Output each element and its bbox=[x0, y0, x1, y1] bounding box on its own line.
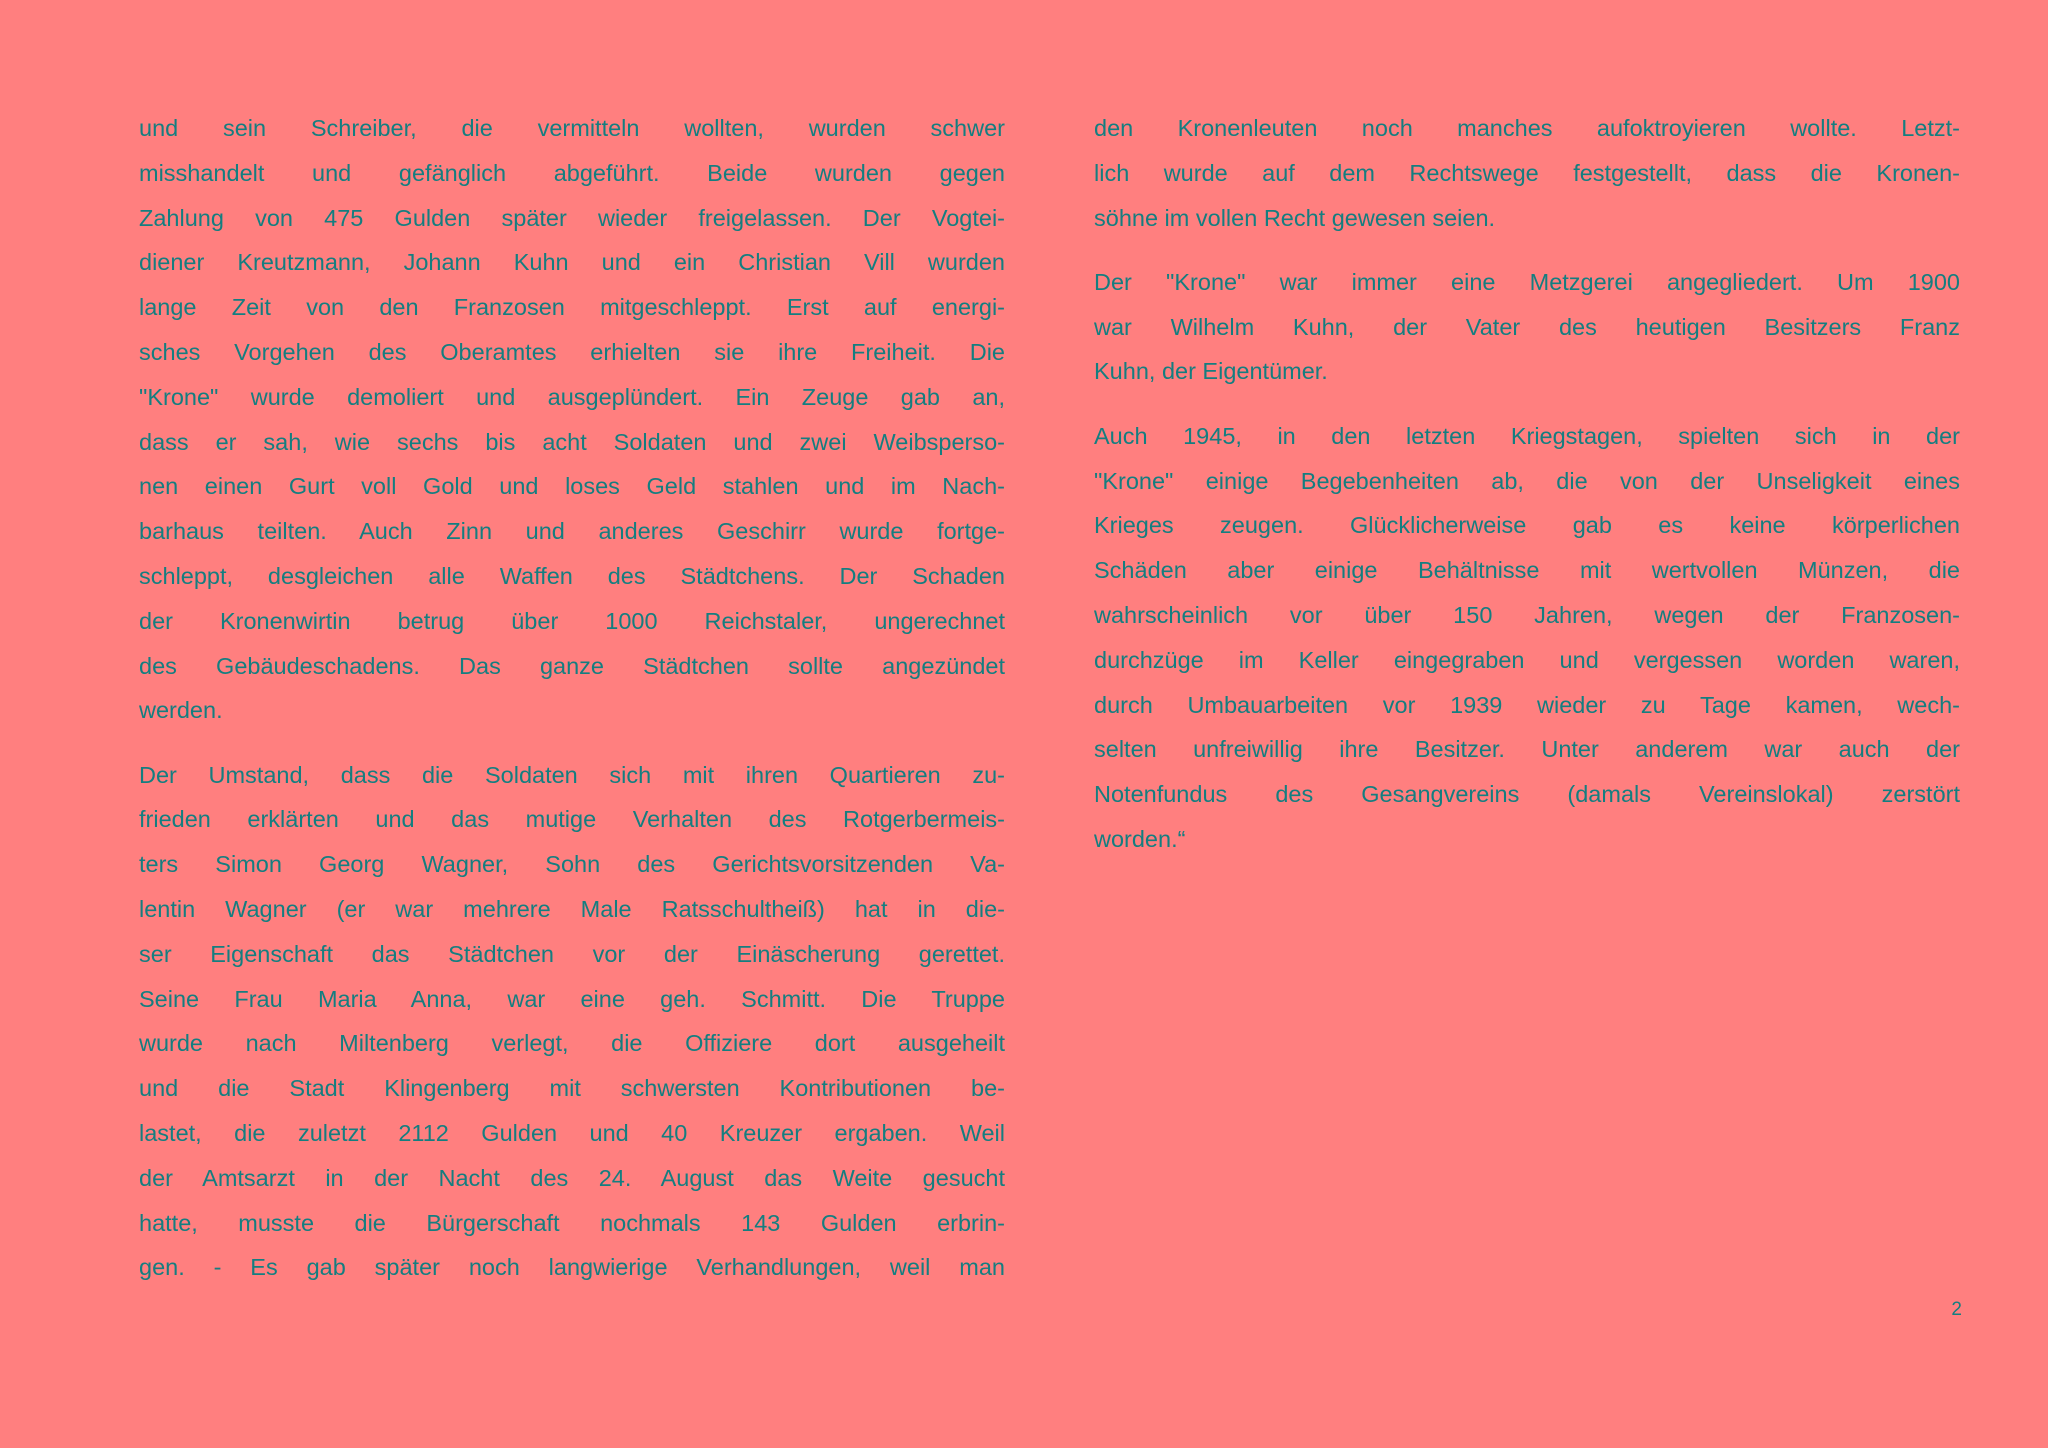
text-line: "Krone" einige Begebenheiten ab, die von der Unseligkeit eines bbox=[1094, 467, 1960, 494]
text-line: Kuhn, der Eigentümer. bbox=[1094, 358, 1328, 385]
text-line: lastet, die zuletzt 2112 Gulden und 40 Kreuzer ergaben. Weil bbox=[139, 1120, 1005, 1147]
left-column bbox=[139, 106, 1005, 1310]
text-line: durch Umbauarbeiten vor 1939 wieder zu Tage kamen, wech- bbox=[1094, 691, 1960, 718]
text-line: lich wurde auf dem Rechtswege festgestellt, dass die Kronen- bbox=[1094, 159, 1960, 186]
text-line: diener Kreutzmann, Johann Kuhn und ein Christian Vill wurden bbox=[139, 249, 1005, 276]
paragraph bbox=[139, 106, 1005, 733]
paragraph bbox=[1094, 260, 1960, 394]
text-line: Seine Frau Maria Anna, war eine geh. Schmitt. Die Truppe bbox=[139, 985, 1005, 1012]
text-line: lange Zeit von den Franzosen mitgeschleppt. Erst auf energi- bbox=[139, 294, 1005, 321]
text-line: hatte, musste die Bürgerschaft nochmals 143 Gulden erbrin- bbox=[139, 1209, 1005, 1236]
text-line: ser Eigenschaft das Städtchen vor der Einäscherung gerettet. bbox=[139, 940, 1005, 967]
text-line: war Wilhelm Kuhn, der Vater des heutigen Besitzers Franz bbox=[1094, 313, 1960, 340]
text-line: Der "Krone" war immer eine Metzgerei angegliedert. Um 1900 bbox=[1094, 268, 1960, 295]
text-line: Schäden aber einige Behältnisse mit wertvollen Münzen, die bbox=[1094, 557, 1960, 584]
text-line: nen einen Gurt voll Gold und loses Geld stahlen und im Nach- bbox=[139, 473, 1005, 500]
text-line: selten unfreiwillig ihre Besitzer. Unter anderem war auch der bbox=[1094, 736, 1960, 763]
text-line: ters Simon Georg Wagner, Sohn des Gerichtsvorsitzenden Va- bbox=[139, 851, 1005, 878]
text-line: "Krone" wurde demoliert und ausgeplündert. Ein Zeuge gab an, bbox=[139, 383, 1005, 410]
text-line: des Gebäudeschadens. Das ganze Städtchen sollte angezündet bbox=[139, 652, 1005, 679]
text-line: durchzüge im Keller eingegraben und vergessen worden waren, bbox=[1094, 646, 1960, 673]
text-line: Auch 1945, in den letzten Kriegstagen, spielten sich in der bbox=[1094, 422, 1960, 449]
text-line: lentin Wagner (er war mehrere Male Ratsschultheiß) hat in die- bbox=[139, 896, 1005, 923]
page-number: 2 bbox=[1951, 1299, 1962, 1320]
paragraph bbox=[1094, 414, 1960, 862]
text-line: worden.“ bbox=[1094, 825, 1186, 852]
text-line: gen. - Es gab später noch langwierige Verhandlungen, weil man bbox=[139, 1254, 1005, 1281]
text-line: der Kronenwirtin betrug über 1000 Reichstaler, ungerechnet bbox=[139, 607, 1005, 634]
text-line: den Kronenleuten noch manches aufoktroyieren wollte. Letzt- bbox=[1094, 115, 1960, 141]
text-line: werden. bbox=[139, 697, 223, 724]
paragraph bbox=[139, 753, 1005, 1291]
paragraph bbox=[1094, 106, 1960, 240]
text-line: Krieges zeugen. Glücklicherweise gab es keine körperlichen bbox=[1094, 512, 1960, 539]
text-line: frieden erklärten und das mutige Verhalten des Rotgerbermeis- bbox=[139, 806, 1005, 833]
text-line: wahrscheinlich vor über 150 Jahren, wegen der Franzosen- bbox=[1094, 601, 1960, 628]
text-line: und die Stadt Klingenberg mit schwersten Kontributionen be- bbox=[139, 1075, 1005, 1102]
text-line: Zahlung von 475 Gulden später wieder freigelassen. Der Vogtei- bbox=[139, 204, 1005, 231]
text-line: dass er sah, wie sechs bis acht Soldaten und zwei Weibsperso- bbox=[139, 428, 1005, 455]
text-line: wurde nach Miltenberg verlegt, die Offiziere dort ausgeheilt bbox=[139, 1030, 1005, 1057]
text-line: Der Umstand, dass die Soldaten sich mit ihren Quartieren zu- bbox=[139, 761, 1005, 788]
text-line: schleppt, desgleichen alle Waffen des Städtchens. Der Schaden bbox=[139, 562, 1005, 589]
text-line: sches Vorgehen des Oberamtes erhielten sie ihre Freiheit. Die bbox=[139, 338, 1005, 365]
text-line: der Amtsarzt in der Nacht des 24. August das Weite gesucht bbox=[139, 1164, 1005, 1191]
text-line: misshandelt und gefänglich abgeführt. Beide wurden gegen bbox=[139, 159, 1005, 186]
text-line: söhne im vollen Recht gewesen seien. bbox=[1094, 204, 1496, 231]
text-line: barhaus teilten. Auch Zinn und anderes Geschirr wurde fortge- bbox=[139, 518, 1005, 545]
text-line: Notenfundus des Gesangvereins (damals Vereinslokal) zerstört bbox=[1094, 781, 1960, 808]
text-line: und sein Schreiber, die vermitteln wollten, wurden schwer bbox=[139, 115, 1005, 141]
right-column bbox=[1094, 106, 1960, 881]
